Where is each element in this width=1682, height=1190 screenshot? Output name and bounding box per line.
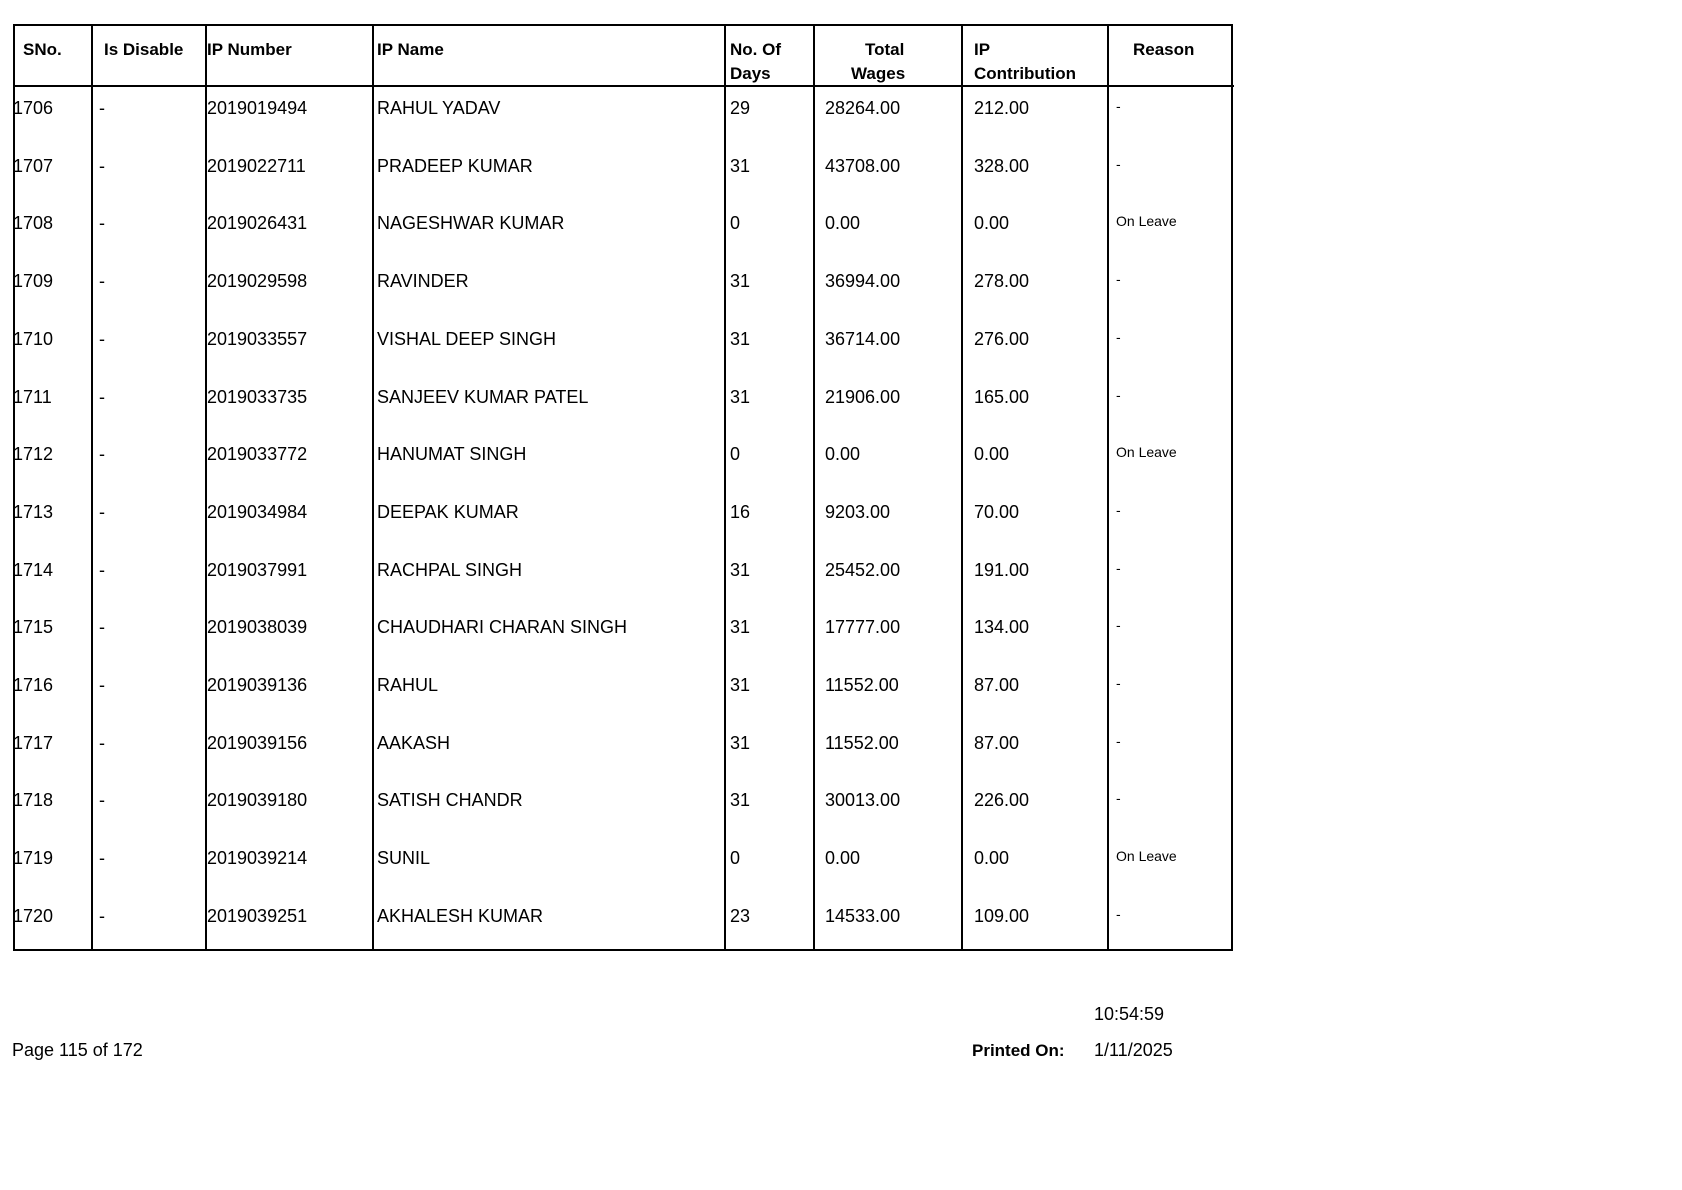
- cell-no-of-days: 0: [730, 444, 741, 465]
- cell-ip-name: DEEPAK KUMAR: [377, 501, 519, 522]
- cell-total-wages: 0.00: [825, 444, 861, 465]
- cell-total-wages: 43708.00: [825, 155, 901, 176]
- header-reason: Reason: [1133, 40, 1195, 59]
- cell-reason: -: [1116, 501, 1121, 518]
- cell-ip-number: 2019033557: [207, 328, 308, 349]
- cell-ip-name: SATISH CHANDR: [377, 790, 523, 811]
- header-total-wages-line2: Wages: [851, 64, 906, 83]
- cell-total-wages: 28264.00: [825, 98, 901, 118]
- cell-ip-number: 2019026431: [207, 213, 308, 234]
- cell-no-of-days: 31: [730, 617, 751, 638]
- cell-reason: On Leave: [1116, 213, 1177, 230]
- cell-reason: -: [1116, 386, 1121, 403]
- cell-ip-number: 2019039251: [207, 905, 308, 926]
- cell-ip-number: 2019029598: [207, 271, 308, 292]
- column-divider: [724, 26, 726, 949]
- header-ip-name: IP Name: [377, 40, 444, 59]
- cell-total-wages: 21906.00: [825, 386, 901, 407]
- cell-reason: -: [1116, 790, 1121, 807]
- cell-sno: 1707: [13, 155, 54, 176]
- cell-reason: -: [1116, 98, 1121, 114]
- cell-sno: 1706: [13, 98, 54, 118]
- cell-no-of-days: 31: [730, 732, 751, 753]
- cell-no-of-days: 31: [730, 155, 751, 176]
- cell-reason: On Leave: [1116, 848, 1177, 865]
- cell-sno: 1710: [13, 328, 54, 349]
- cell-reason: -: [1116, 732, 1121, 749]
- header-ip-number: IP Number: [207, 40, 292, 59]
- cell-is-disable: -: [99, 213, 105, 234]
- cell-sno: 1713: [13, 501, 54, 522]
- cell-is-disable: -: [99, 848, 105, 869]
- cell-is-disable: -: [99, 444, 105, 465]
- cell-is-disable: -: [99, 328, 105, 349]
- cell-no-of-days: 31: [730, 386, 751, 407]
- cell-ip-number: 2019019494: [207, 98, 308, 118]
- column-divider: [372, 26, 374, 949]
- cell-sno: 1720: [13, 905, 54, 926]
- cell-is-disable: -: [99, 501, 105, 522]
- cell-reason: -: [1116, 559, 1121, 576]
- cell-is-disable: -: [99, 155, 105, 176]
- column-divider: [961, 26, 963, 949]
- cell-ip-contribution: 191.00: [974, 559, 1030, 580]
- cell-is-disable: -: [99, 98, 105, 118]
- column-divider: [91, 26, 93, 949]
- cell-ip-name: AKHALESH KUMAR: [377, 905, 544, 926]
- cell-ip-contribution: 109.00: [974, 905, 1030, 926]
- cell-ip-contribution: 0.00: [974, 848, 1010, 869]
- cell-ip-contribution: 165.00: [974, 386, 1030, 407]
- cell-total-wages: 25452.00: [825, 559, 901, 580]
- cell-ip-contribution: 0.00: [974, 213, 1010, 234]
- cell-total-wages: 30013.00: [825, 790, 901, 811]
- column-divider: [813, 26, 815, 949]
- header-sno: SNo.: [23, 40, 62, 59]
- header-no-of-days-line2: Days: [730, 64, 771, 83]
- cell-total-wages: 14533.00: [825, 905, 901, 926]
- cell-is-disable: -: [99, 675, 105, 695]
- cell-ip-contribution: 70.00: [974, 501, 1020, 522]
- cell-no-of-days: 0: [730, 848, 741, 869]
- printed-time: 10:54:59: [1094, 1004, 1165, 1024]
- cell-is-disable: -: [99, 559, 105, 580]
- page-number: Page 115 of 172: [12, 1040, 143, 1060]
- cell-no-of-days: 16: [730, 501, 751, 522]
- cell-ip-number: 2019033735: [207, 386, 308, 407]
- cell-ip-number: 2019022711: [207, 155, 306, 176]
- cell-ip-number: 2019039214: [207, 848, 308, 869]
- cell-no-of-days: 31: [730, 328, 751, 349]
- cell-ip-name: VISHAL DEEP SINGH: [377, 328, 557, 349]
- cell-ip-number: 2019039136: [207, 675, 308, 695]
- cell-ip-name: NAGESHWAR KUMAR: [377, 213, 565, 234]
- cell-ip-number: 2019039180: [207, 790, 308, 811]
- cell-ip-name: RAHUL YADAV: [377, 98, 501, 118]
- cell-is-disable: -: [99, 271, 105, 292]
- cell-no-of-days: 29: [730, 98, 751, 118]
- header-ip-contribution: [974, 38, 1076, 86]
- cell-reason: -: [1116, 155, 1121, 172]
- cell-total-wages: 9203.00: [825, 501, 891, 522]
- header-ip-contribution-line2: Contribution: [974, 64, 1076, 83]
- cell-ip-name: HANUMAT SINGH: [377, 444, 527, 465]
- cell-reason: -: [1116, 905, 1121, 922]
- cell-total-wages: 0.00: [825, 848, 861, 869]
- cell-no-of-days: 31: [730, 790, 751, 811]
- cell-sno: 1714: [13, 559, 54, 580]
- header-is-disable: Is Disable: [104, 40, 184, 59]
- cell-ip-contribution: 212.00: [974, 98, 1030, 118]
- cell-ip-contribution: 278.00: [974, 271, 1030, 292]
- cell-ip-name: RACHPAL SINGH: [377, 559, 523, 580]
- cell-sno: 1715: [13, 617, 54, 638]
- header-no-of-days-line1: No. Of: [730, 40, 781, 59]
- header-total-wages-line1: Total: [865, 40, 905, 59]
- cell-no-of-days: 31: [730, 675, 751, 695]
- cell-is-disable: -: [99, 617, 105, 638]
- cell-sno: 1719: [13, 848, 54, 869]
- cell-ip-name: AAKASH: [377, 732, 451, 753]
- cell-ip-number: 2019033772: [207, 444, 308, 465]
- cell-ip-name: PRADEEP KUMAR: [377, 155, 533, 176]
- cell-ip-number: 2019034984: [207, 501, 308, 522]
- cell-sno: 1711: [13, 386, 52, 407]
- cell-is-disable: -: [99, 386, 105, 407]
- cell-sno: 1716: [13, 675, 54, 695]
- cell-ip-number: 2019037991: [207, 559, 308, 580]
- header-total-wages: [851, 38, 905, 86]
- cell-ip-name: CHAUDHARI CHARAN SINGH: [377, 617, 628, 638]
- cell-ip-name: RAVINDER: [377, 271, 469, 292]
- cell-reason: -: [1116, 328, 1121, 345]
- cell-is-disable: -: [99, 732, 105, 753]
- cell-total-wages: 17777.00: [825, 617, 901, 638]
- cell-total-wages: 11552.00: [825, 732, 899, 753]
- cell-ip-contribution: 276.00: [974, 328, 1030, 349]
- report-table: [13, 24, 1233, 951]
- cell-sno: 1712: [13, 444, 54, 465]
- printed-on-label: Printed On:: [972, 1041, 1065, 1060]
- cell-ip-number: 2019038039: [207, 617, 308, 638]
- cell-no-of-days: 23: [730, 905, 751, 926]
- cell-no-of-days: 31: [730, 559, 751, 580]
- cell-sno: 1709: [13, 271, 54, 292]
- cell-ip-contribution: 87.00: [974, 675, 1020, 695]
- cell-ip-contribution: 226.00: [974, 790, 1030, 811]
- header-no-of-days: [730, 38, 781, 86]
- cell-no-of-days: 0: [730, 213, 741, 234]
- column-divider: [1107, 26, 1109, 949]
- cell-reason: On Leave: [1116, 444, 1177, 461]
- cell-is-disable: -: [99, 790, 105, 811]
- cell-ip-contribution: 328.00: [974, 155, 1030, 176]
- cell-ip-contribution: 0.00: [974, 444, 1010, 465]
- cell-reason: -: [1116, 617, 1121, 634]
- cell-ip-number: 2019039156: [207, 732, 308, 753]
- cell-sno: 1718: [13, 790, 54, 811]
- cell-sno: 1717: [13, 732, 54, 753]
- cell-total-wages: 36994.00: [825, 271, 901, 292]
- cell-reason: -: [1116, 675, 1121, 691]
- header-ip-contribution-line1: IP: [974, 40, 991, 59]
- cell-ip-name: SANJEEV KUMAR PATEL: [377, 386, 589, 407]
- cell-total-wages: 0.00: [825, 213, 861, 234]
- cell-ip-name: RAHUL: [377, 675, 439, 695]
- cell-sno: 1708: [13, 213, 54, 234]
- cell-reason: -: [1116, 271, 1121, 288]
- cell-total-wages: 36714.00: [825, 328, 901, 349]
- printed-date: 1/11/2025: [1094, 1040, 1173, 1060]
- cell-ip-contribution: 134.00: [974, 617, 1030, 638]
- cell-total-wages: 11552.00: [825, 675, 899, 695]
- cell-ip-name: SUNIL: [377, 848, 431, 869]
- cell-ip-contribution: 87.00: [974, 732, 1020, 753]
- cell-no-of-days: 31: [730, 271, 751, 292]
- cell-is-disable: -: [99, 905, 105, 926]
